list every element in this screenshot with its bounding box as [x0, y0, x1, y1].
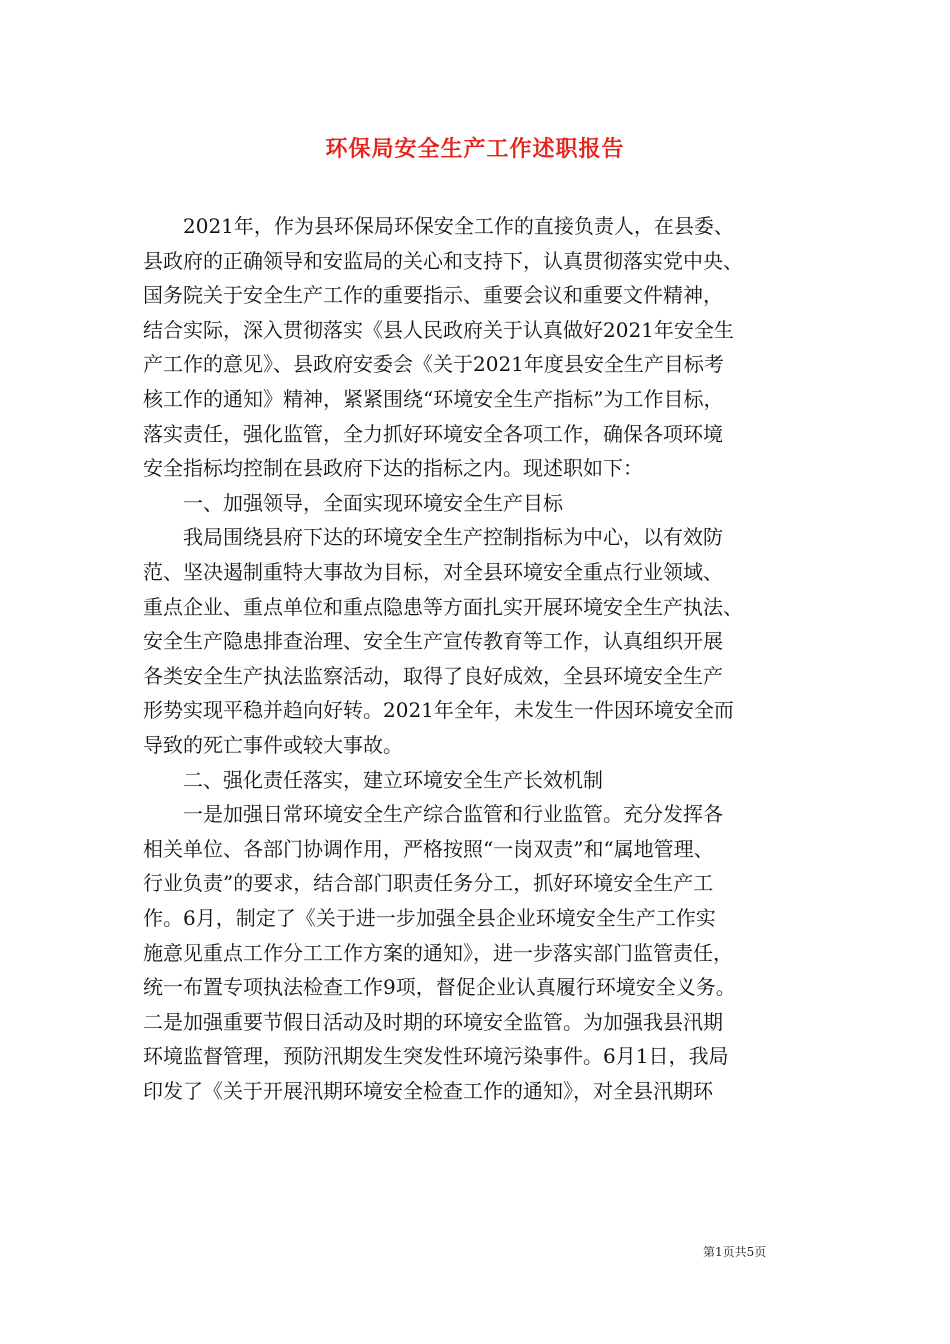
body-line: 作。6月，制定了《关于进一步加强全县企业环境安全生产工作实: [143, 906, 716, 930]
body-line: 2021年，作为县环保局环保安全工作的直接负责人，在县委、: [143, 214, 734, 238]
body-line: 结合实际，深入贯彻落实《县人民政府关于认真做好2021年安全生: [143, 318, 734, 342]
body-line: 行业负责”的要求，结合部门职责任务分工，抓好环境安全生产工: [143, 871, 714, 895]
body-line: 县政府的正确领导和安监局的关心和支持下，认真贯彻落实党中央、: [143, 249, 743, 273]
body-line: 施意见重点工作分工工作方案的通知》，进一步落实部门监管责任，: [143, 941, 733, 965]
body-line: 环境监督管理，预防汛期发生突发性环境污染事件。6月1日，我局: [143, 1044, 729, 1068]
body-line: 一是加强日常环境安全生产综合监管和行业监管。充分发挥各: [143, 802, 723, 826]
body-line: 落实责任，强化监管，全力抓好环境安全各项工作，确保各项环境: [143, 422, 723, 446]
body-line: 安全生产隐患排查治理、安全生产宣传教育等工作，认真组织开展: [143, 629, 723, 653]
document-title: 环保局安全生产工作述职报告: [325, 136, 625, 162]
body-line: 相关单位、各部门协调作用，严格按照“一岗双责”和“属地管理、: [143, 837, 714, 861]
section-heading: 一、加强领导，全面实现环境安全生产目标: [143, 491, 563, 515]
body-line: 统一布置专项执法检查工作9项，督促企业认真履行环境安全义务。: [143, 975, 736, 999]
body-line: 国务院关于安全生产工作的重要指示、重要会议和重要文件精神，: [143, 283, 723, 307]
page-number-footer: 第1页共5页: [703, 1245, 767, 1259]
body-line: 核工作的通知》精神，紧紧围绕“环境安全生产指标”为工作目标，: [143, 387, 724, 411]
body-line: 产工作的意见》、县政府安委会《关于2021年度县安全生产目标考: [143, 352, 724, 376]
body-line: 形势实现平稳并趋向好转。2021年全年，未发生一件因环境安全而: [143, 698, 734, 722]
body-line: 重点企业、重点单位和重点隐患等方面扎实开展环境安全生产执法、: [143, 595, 743, 619]
body-line: 印发了《关于开展汛期环境安全检查工作的通知》，对全县汛期环: [143, 1079, 713, 1103]
section-heading: 二、强化责任落实，建立环境安全生产长效机制: [143, 768, 603, 792]
body-line: 各类安全生产执法监察活动，取得了良好成效，全县环境安全生产: [143, 664, 723, 688]
body-line: 二是加强重要节假日活动及时期的环境安全监管。为加强我县汛期: [143, 1010, 723, 1034]
body-line: 导致的死亡事件或较大事故。: [143, 733, 403, 757]
body-line: 我局围绕县府下达的环境安全生产控制指标为中心，以有效防: [143, 525, 723, 549]
body-line: 安全指标均控制在县政府下达的指标之内。现述职如下：: [143, 456, 643, 480]
body-line: 范、坚决遏制重特大事故为目标，对全县环境安全重点行业领域、: [143, 560, 723, 584]
